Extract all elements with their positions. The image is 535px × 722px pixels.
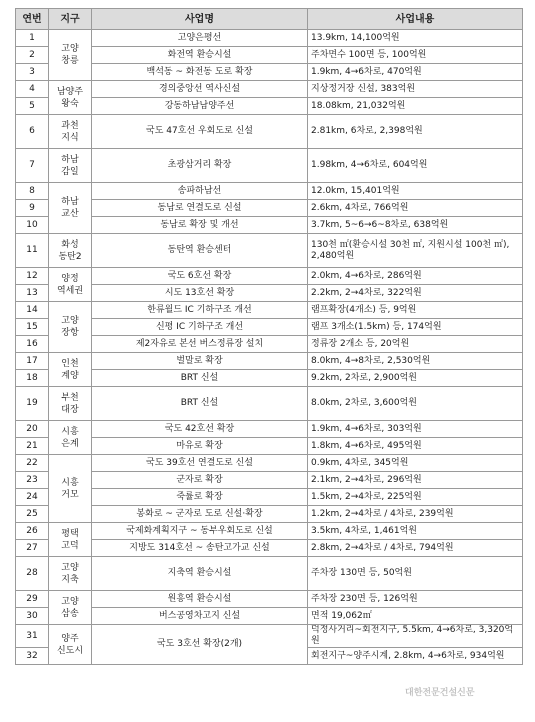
project-name-cell: 화전역 환승시설 bbox=[92, 47, 308, 64]
table-row bbox=[16, 506, 523, 523]
row-number: 3 bbox=[16, 64, 49, 81]
project-content-cell: 1.5km, 2→4차로, 225억원 bbox=[308, 489, 523, 506]
header-content: 사업내용 bbox=[308, 9, 523, 30]
district-cell: 고양 지축 bbox=[49, 557, 92, 591]
project-name-cell: 동남로 확장 및 개선 bbox=[92, 217, 308, 234]
table-row bbox=[16, 387, 523, 421]
table-row bbox=[16, 421, 523, 438]
row-number: 14 bbox=[16, 302, 49, 319]
header-project: 사업명 bbox=[92, 9, 308, 30]
district-cell: 남양주 왕숙 bbox=[49, 81, 92, 115]
row-number: 18 bbox=[16, 370, 49, 387]
project-content-cell: 램프 3개소(1.5km) 등, 174억원 bbox=[308, 319, 523, 336]
project-name-cell: 지방도 314호선 ~ 송탄고가교 신설 bbox=[92, 540, 308, 557]
row-number: 13 bbox=[16, 285, 49, 302]
row-number: 31 bbox=[16, 625, 49, 648]
project-name-cell: 신평 IC 기하구조 개선 bbox=[92, 319, 308, 336]
row-number: 19 bbox=[16, 387, 49, 421]
project-content-cell: 2.6km, 4차로, 766억원 bbox=[308, 200, 523, 217]
project-name-cell: 국도 42호선 확장 bbox=[92, 421, 308, 438]
row-number: 29 bbox=[16, 591, 49, 608]
district-cell: 고양 장항 bbox=[49, 302, 92, 353]
table-row bbox=[16, 302, 523, 319]
row-number: 4 bbox=[16, 81, 49, 98]
project-content-cell: 9.2km, 2차로, 2,900억원 bbox=[308, 370, 523, 387]
project-content-cell: 1.9km, 4→6차로, 470억원 bbox=[308, 64, 523, 81]
project-name-cell: 봉화로 ~ 군자로 도로 신설·확장 bbox=[92, 506, 308, 523]
project-content-cell: 12.0km, 15,401억원 bbox=[308, 183, 523, 200]
row-number: 16 bbox=[16, 336, 49, 353]
row-number: 7 bbox=[16, 149, 49, 183]
district-cell: 화성 동탄2 bbox=[49, 234, 92, 268]
row-number: 26 bbox=[16, 523, 49, 540]
project-name-cell: BRT 신설 bbox=[92, 370, 308, 387]
project-name-cell: 마유로 확장 bbox=[92, 438, 308, 455]
table-row bbox=[16, 115, 523, 149]
district-cell: 하남 감일 bbox=[49, 149, 92, 183]
project-content-cell: 2.1km, 2→4차로, 296억원 bbox=[308, 472, 523, 489]
project-name-cell: 국도 3호선 확장(2개) bbox=[92, 625, 308, 665]
project-content-cell: 1.9km, 4→6차로, 303억원 bbox=[308, 421, 523, 438]
district-cell: 하남 교산 bbox=[49, 183, 92, 234]
project-content-cell: 8.0km, 2차로, 3,600억원 bbox=[308, 387, 523, 421]
header-no: 연번 bbox=[16, 9, 49, 30]
project-content-cell: 1.98km, 4→6차로, 604억원 bbox=[308, 149, 523, 183]
project-content-cell: 18.08km, 21,032억원 bbox=[308, 98, 523, 115]
district-cell: 평택 고덕 bbox=[49, 523, 92, 557]
district-cell: 양주 신도시 bbox=[49, 625, 92, 665]
row-number: 2 bbox=[16, 47, 49, 64]
project-content-cell: 2.8km, 2→4차로 / 4차로, 794억원 bbox=[308, 540, 523, 557]
row-number: 8 bbox=[16, 183, 49, 200]
table-row bbox=[16, 200, 523, 217]
project-name-cell: 고양은평선 bbox=[92, 30, 308, 47]
project-name-cell: 죽률로 확장 bbox=[92, 489, 308, 506]
district-cell: 고양 창릉 bbox=[49, 30, 92, 81]
table-row bbox=[16, 591, 523, 608]
table-row bbox=[16, 557, 523, 591]
watermark: 대한전문건설신문 bbox=[405, 688, 475, 698]
project-content-cell: 면적 19,062㎡ bbox=[308, 608, 523, 625]
row-number: 9 bbox=[16, 200, 49, 217]
project-content-cell: 정류장 2개소 등, 20억원 bbox=[308, 336, 523, 353]
district-cell: 과천 지식 bbox=[49, 115, 92, 149]
table-row bbox=[16, 64, 523, 81]
project-name-cell: 시도 13호선 확장 bbox=[92, 285, 308, 302]
table-row bbox=[16, 438, 523, 455]
row-number: 21 bbox=[16, 438, 49, 455]
project-name-cell: 초광삼거리 확장 bbox=[92, 149, 308, 183]
table-row bbox=[16, 234, 523, 268]
project-name-cell: 동탄역 환승센터 bbox=[92, 234, 308, 268]
table-row bbox=[16, 608, 523, 625]
project-content-cell: 주차면수 100면 등, 100억원 bbox=[308, 47, 523, 64]
row-number: 32 bbox=[16, 648, 49, 665]
table-body bbox=[16, 30, 523, 665]
row-number: 27 bbox=[16, 540, 49, 557]
project-name-cell: 군자로 확장 bbox=[92, 472, 308, 489]
project-content-cell: 램프확장(4개소) 등, 9억원 bbox=[308, 302, 523, 319]
project-content-cell: 0.9km, 4차로, 345억원 bbox=[308, 455, 523, 472]
project-content-cell: 2.2km, 2→4차로, 322억원 bbox=[308, 285, 523, 302]
project-name-cell: 제2자유로 본선 버스정류장 설치 bbox=[92, 336, 308, 353]
project-name-cell: 국도 6호선 확장 bbox=[92, 268, 308, 285]
row-number: 5 bbox=[16, 98, 49, 115]
project-content-cell: 13.9km, 14,100억원 bbox=[308, 30, 523, 47]
table-row bbox=[16, 319, 523, 336]
row-number: 11 bbox=[16, 234, 49, 268]
project-name-cell: 지축역 환승시설 bbox=[92, 557, 308, 591]
district-cell: 인천 계양 bbox=[49, 353, 92, 387]
header-district: 지구 bbox=[49, 9, 92, 30]
row-number: 28 bbox=[16, 557, 49, 591]
project-content-cell: 지상정거장 신설, 383억원 bbox=[308, 81, 523, 98]
project-table bbox=[15, 8, 523, 665]
row-number: 22 bbox=[16, 455, 49, 472]
table-row bbox=[16, 47, 523, 64]
district-cell: 부천 대장 bbox=[49, 387, 92, 421]
project-name-cell: 백석동 ~ 화전동 도로 확장 bbox=[92, 64, 308, 81]
project-name-cell: 버스공영차고지 신설 bbox=[92, 608, 308, 625]
table-row bbox=[16, 625, 523, 648]
project-content-cell: 1.2km, 2→4차로 / 4차로, 239억원 bbox=[308, 506, 523, 523]
project-content-cell: 130천 ㎡(환승시설 30천 ㎡, 지원시설 100천 ㎡), 2,480억원 bbox=[308, 234, 523, 268]
project-name-cell: 경의중앙선 역사신설 bbox=[92, 81, 308, 98]
table-row bbox=[16, 472, 523, 489]
row-number: 25 bbox=[16, 506, 49, 523]
table-row bbox=[16, 489, 523, 506]
district-cell: 양정 역세권 bbox=[49, 268, 92, 302]
table-row bbox=[16, 98, 523, 115]
row-number: 10 bbox=[16, 217, 49, 234]
table-row bbox=[16, 336, 523, 353]
table-row bbox=[16, 370, 523, 387]
project-name-cell: 동남로 연결도로 신설 bbox=[92, 200, 308, 217]
project-name-cell: 원흥역 환승시설 bbox=[92, 591, 308, 608]
row-number: 30 bbox=[16, 608, 49, 625]
district-cell: 시흥 은계 bbox=[49, 421, 92, 455]
project-content-cell: 덕정사거리~회전지구, 5.5km, 4→6차로, 3,320억원 bbox=[308, 625, 523, 648]
project-content-cell: 주차장 230면 등, 126억원 bbox=[308, 591, 523, 608]
district-cell: 시흥 거모 bbox=[49, 455, 92, 523]
project-content-cell: 2.81km, 6차로, 2,398억원 bbox=[308, 115, 523, 149]
project-content-cell: 1.8km, 4→6차로, 495억원 bbox=[308, 438, 523, 455]
table-wrapper bbox=[15, 8, 523, 665]
table-row bbox=[16, 455, 523, 472]
row-number: 6 bbox=[16, 115, 49, 149]
project-content-cell: 8.0km, 4→8차로, 2,530억원 bbox=[308, 353, 523, 370]
district-cell: 고양 삼송 bbox=[49, 591, 92, 625]
row-number: 20 bbox=[16, 421, 49, 438]
project-content-cell: 회전지구~양주시계, 2.8km, 4→6차로, 934억원 bbox=[308, 648, 523, 665]
table-row bbox=[16, 523, 523, 540]
project-name-cell: 국도 47호선 우회도로 신설 bbox=[92, 115, 308, 149]
row-number: 12 bbox=[16, 268, 49, 285]
row-number: 1 bbox=[16, 30, 49, 47]
row-number: 23 bbox=[16, 472, 49, 489]
table-row bbox=[16, 268, 523, 285]
project-name-cell: 한류월드 IC 기하구조 개선 bbox=[92, 302, 308, 319]
row-number: 15 bbox=[16, 319, 49, 336]
project-name-cell: 국도 39호선 연결도로 신설 bbox=[92, 455, 308, 472]
table-row bbox=[16, 217, 523, 234]
table-row bbox=[16, 353, 523, 370]
project-name-cell: 국제화계획지구 ~ 동부우회도로 신설 bbox=[92, 523, 308, 540]
project-name-cell: 강동하남남양주선 bbox=[92, 98, 308, 115]
project-name-cell: 송파하남선 bbox=[92, 183, 308, 200]
table-row bbox=[16, 183, 523, 200]
project-content-cell: 3.7km, 5~6→6~8차로, 638억원 bbox=[308, 217, 523, 234]
table-row bbox=[16, 149, 523, 183]
project-content-cell: 2.0km, 4→6차로, 286억원 bbox=[308, 268, 523, 285]
table-row bbox=[16, 285, 523, 302]
project-name-cell: BRT 신설 bbox=[92, 387, 308, 421]
header-row bbox=[16, 9, 523, 30]
table-row bbox=[16, 540, 523, 557]
project-content-cell: 3.5km, 4차로, 1,461억원 bbox=[308, 523, 523, 540]
project-content-cell: 주차장 130면 등, 50억원 bbox=[308, 557, 523, 591]
table-row bbox=[16, 81, 523, 98]
row-number: 24 bbox=[16, 489, 49, 506]
row-number: 17 bbox=[16, 353, 49, 370]
table-row bbox=[16, 30, 523, 47]
project-name-cell: 벌말로 확장 bbox=[92, 353, 308, 370]
